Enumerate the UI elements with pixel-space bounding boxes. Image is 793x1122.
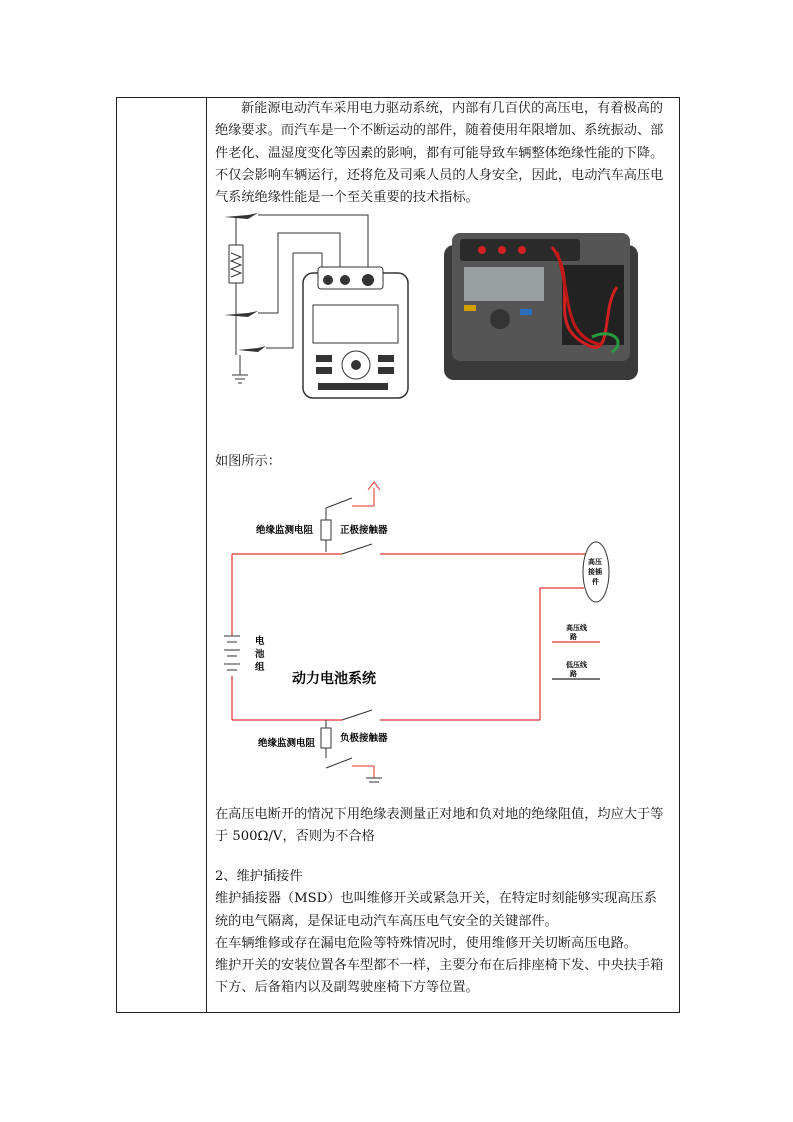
top-contactor-label: 正极接触器 <box>340 525 388 536</box>
connector-label-3: 件 <box>592 578 599 586</box>
bottom-resistor-label: 绝缘监测电阻 <box>258 738 316 749</box>
section-line-3: 维护开关的安装位置各车型都不一样，主要分布在后排座椅下发、中央扶手箱下方、后备箱内以及副驾驶座椅下方等位置。 <box>215 958 664 996</box>
battery-label-1: 电 <box>255 636 265 647</box>
bottom-contactor-label: 负极接触器 <box>340 733 388 744</box>
connector-label-1: 高压 <box>588 558 602 566</box>
lv-line-label-2: 路 <box>570 670 577 678</box>
system-label: 动力电池系统 <box>292 671 376 687</box>
figure-intro: 如图所示： <box>215 454 281 469</box>
battery-circuit-diagram <box>222 478 622 798</box>
section-title: 2、维护插接件 <box>215 869 303 884</box>
msd-section <box>215 866 670 1000</box>
tester-wiring-diagram <box>218 205 418 400</box>
battery-label-2: 池 <box>255 649 265 660</box>
connector-label-2: 接插 <box>588 568 602 576</box>
tester-photo <box>442 227 640 382</box>
battery-label-3: 组 <box>255 662 265 673</box>
section-line-2: 在车辆维修或存在漏电危险等特殊情况时，使用维修开关切断高压电路。 <box>215 935 637 951</box>
measurement-paragraph: 在高压电断开的情况下用绝缘表测量正对地和负对地的绝缘阻值，均应大于等于 500Ω/V，否则为不合格 <box>215 807 664 845</box>
lv-line-label-1: 低压线 <box>566 661 587 669</box>
intro-paragraph: 新能源电动汽车采用电力驱动系统，内部有几百伏的高压电，有着极高的绝缘要求。而汽车是一个不断运动的部件，随着使用年限增加、系统振动、部件老化、温湿度变化等因素的影响，都有可能导致车辆整体绝缘性能的下降。不仅会影响车辆运行，还将危及司乘人员的人身安全，因此，电动汽车高压电气系统绝缘性能是一个至关重要的技术指标。 <box>215 101 664 206</box>
column-divider <box>206 97 207 1013</box>
hv-line-label-2: 路 <box>570 633 577 641</box>
section-line-1: 维护插接器（MSD）也叫维修开关或紧急开关，在特定时刻能够实现高压系统的电气隔离，是保证电动汽车高压电气安全的关键部件。 <box>215 891 657 929</box>
hv-line-label-1: 高压线 <box>566 624 587 632</box>
top-resistor-label: 绝缘监测电阻 <box>256 525 314 536</box>
